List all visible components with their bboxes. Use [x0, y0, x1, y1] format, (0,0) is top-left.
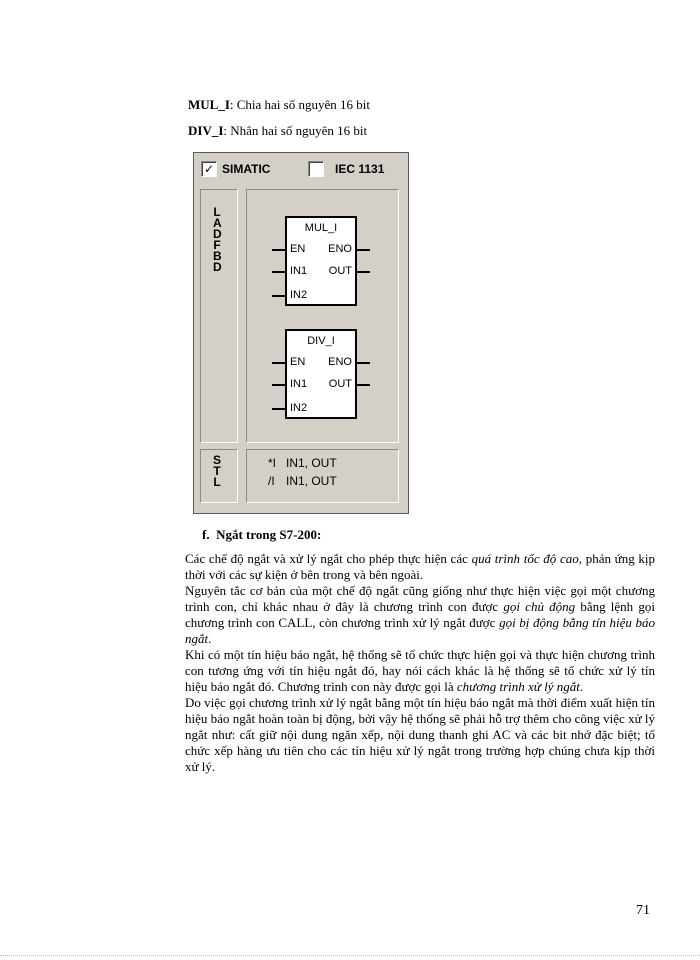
- simatic-option[interactable]: [201, 160, 270, 178]
- mul-eno-pin: ENO: [328, 243, 352, 255]
- simatic-checkbox[interactable]: ✓: [201, 161, 217, 177]
- lad-fbd-text: L A D F B D: [213, 205, 222, 274]
- stl-line-div: [268, 474, 337, 488]
- iec-checkbox[interactable]: [308, 161, 324, 177]
- section-number: f.: [202, 527, 210, 542]
- div-eno-pin: ENO: [328, 356, 352, 368]
- iec-option[interactable]: [308, 160, 384, 178]
- mul-out-wire: [356, 271, 370, 273]
- simatic-label: SIMATIC: [222, 162, 271, 176]
- iec-label: IEC 1131: [335, 162, 385, 176]
- div-description: [188, 123, 367, 139]
- p1-italic: quá trình tốc độ cao: [471, 551, 579, 566]
- div-name: DIV_I: [188, 123, 224, 138]
- mul-out-pin: OUT: [328, 265, 352, 277]
- mul-en-pin: EN: [290, 243, 306, 255]
- lad-fbd-label: [210, 207, 224, 273]
- mul-in1-wire: [272, 271, 286, 273]
- mul-block[interactable]: [285, 216, 357, 306]
- mul-in2-wire: [272, 295, 286, 297]
- p2-italic-1: gọi chủ động: [503, 599, 576, 614]
- div-out-pin: OUT: [328, 378, 352, 390]
- page-number: 71: [636, 903, 650, 918]
- paragraph-2: [185, 583, 655, 647]
- p3-text-b: .: [579, 679, 584, 694]
- mul-in2-pin: IN2: [290, 289, 308, 301]
- div-block[interactable]: [285, 329, 357, 419]
- mul-name: MUL_I: [188, 97, 230, 112]
- p1-text-a: Các chế độ ngắt và xử lý ngắt cho phép thực hiện các: [185, 551, 472, 566]
- div-in1-pin: IN1: [290, 378, 308, 390]
- div-in2-wire: [272, 408, 286, 410]
- stl-args-mul: IN1, OUT: [286, 456, 337, 470]
- div-in2-pin: IN2: [290, 402, 308, 414]
- p2-text-a: Nguyên tắc cơ bản của một chế độ ngắt cũng giống như thực hiện việc gọi một chương trình con, chỉ khác nhau ở đây là chương trình con được: [185, 583, 655, 614]
- mul-block-title: MUL_I: [304, 222, 338, 234]
- div-in1-wire: [272, 384, 286, 386]
- stl-label: [210, 455, 224, 488]
- section-heading: [202, 527, 321, 543]
- p2-italic-2: gọi bị động bằng tín hiệu báo ngắt: [185, 615, 655, 646]
- paragraph-1: [185, 551, 655, 583]
- stl-op-mul: *I: [268, 456, 277, 470]
- stl-text: S T L: [213, 453, 222, 489]
- instruction-panel: [193, 152, 409, 514]
- p2-text-c: .: [208, 631, 212, 646]
- body-text: [185, 551, 655, 775]
- div-en-pin: EN: [290, 356, 306, 368]
- stl-line-mul: [268, 456, 337, 470]
- div-out-wire: [356, 384, 370, 386]
- div-block-title: DIV_I: [307, 335, 335, 347]
- stl-args-div: IN1, OUT: [286, 474, 337, 488]
- p3-text-a: Khi có một tín hiệu báo ngắt, hệ thống sẽ tổ chức thực hiện gọi và thực hiện chương trình con tương ứng với tín hiệu ngắt đó, hay nói cách khác là hệ thống sẽ tổ chức xử lý tín hiệu báo ngắt đó. Chương trình con này được gọi là: [185, 647, 655, 694]
- mul-in1-pin: IN1: [290, 265, 308, 277]
- p1-text-b: , phản ứng kịp thời với các sự kiện ở bên trong và bên ngoài.: [185, 551, 656, 582]
- p2-text-b: bằng lệnh gọi chương trình con CALL, còn chương trình xử lý ngắt được: [185, 599, 655, 630]
- mul-eno-wire: [356, 249, 370, 251]
- stl-op-div: /I: [268, 474, 275, 488]
- paragraph-3: [185, 647, 655, 695]
- div-desc-text: : Nhân hai số nguyên 16 bit: [223, 123, 368, 138]
- paragraph-4: Do việc gọi chương trình xử lý ngắt bằng một tín hiệu báo ngắt mà thời điểm xuất hiện tín hiệu báo ngắt hoàn toàn bị động, bởi vậy hệ thống sẽ phải hỗ trợ thêm cho công việc xử lý ngắt như: cất giữ nội dung ngăn xếp, nội dung thanh ghi AC và các bit nhớ đặc biệt; tổ chức xếp hàng ưu tiên cho các tín hiệu xử lý ngắt trong trường hợp chúng chưa kịp thời xử lý.: [185, 695, 655, 774]
- page-bottom-divider: [0, 955, 700, 956]
- mul-description: [188, 97, 370, 113]
- mul-en-wire: [272, 249, 286, 251]
- section-title: Ngắt trong S7-200:: [216, 527, 322, 542]
- p3-italic: chương trình xử lý ngắt: [456, 679, 580, 694]
- div-eno-wire: [356, 362, 370, 364]
- mul-desc-text: : Chia hai số nguyên 16 bit: [229, 97, 370, 112]
- div-en-wire: [272, 362, 286, 364]
